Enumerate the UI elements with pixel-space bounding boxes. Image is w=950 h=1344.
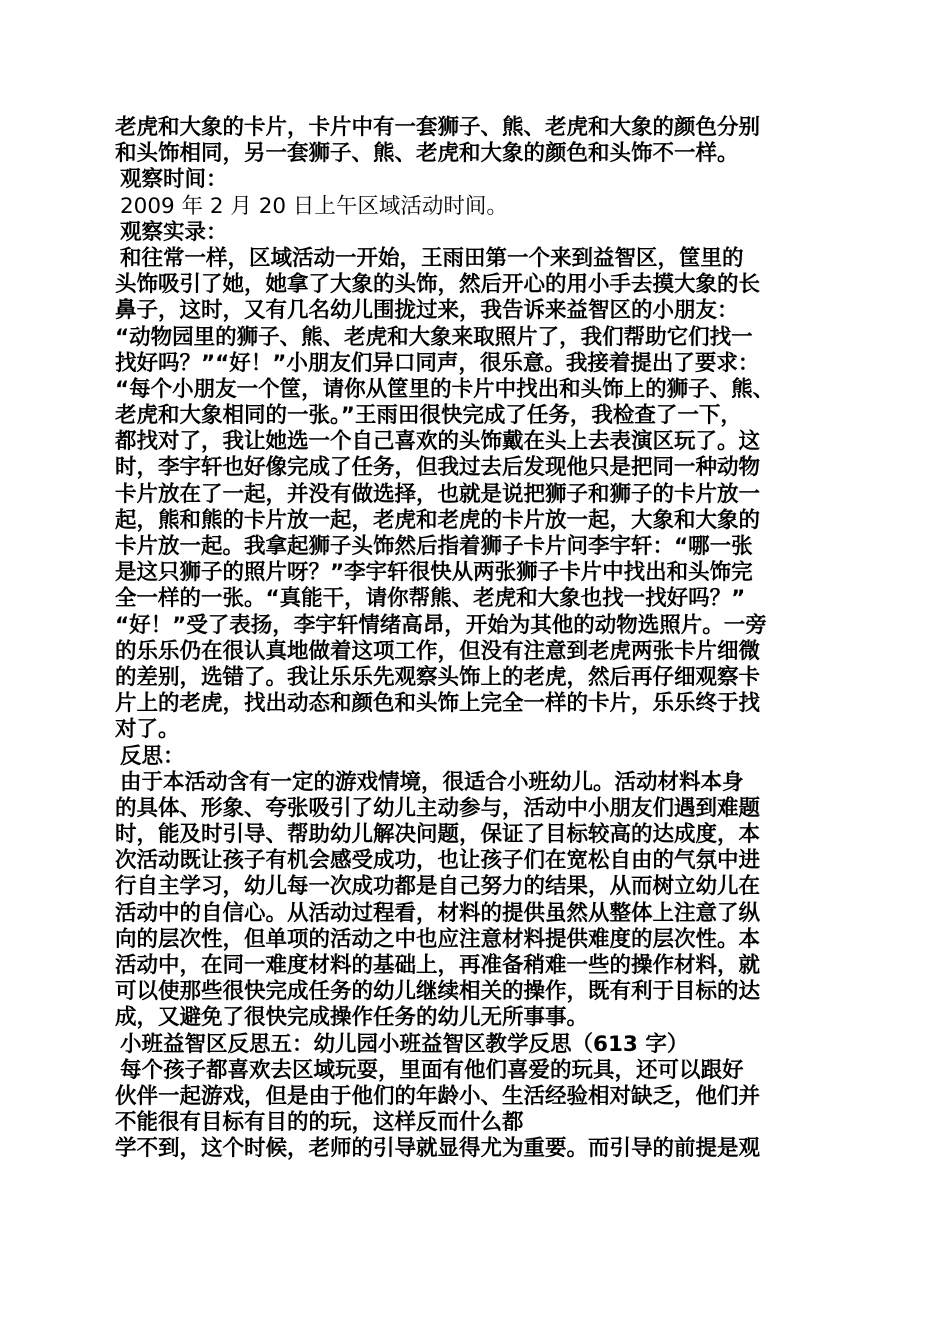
- text-line: 都找对了，我让她选一个自己喜欢的头饰戴在头上去表演区玩了。这: [115, 429, 761, 455]
- text-line: “动物园里的狮子、熊、老虎和大象来取照片了，我们帮助它们找一: [115, 324, 753, 350]
- text-line: 卡片放一起。我拿起狮子头饰然后指着狮子卡片问李宇轩：“哪一张: [115, 534, 753, 559]
- text-line: 向的层次性，但单项的活动之中也应注意材料提供难度的层次性。本: [115, 926, 761, 952]
- text-line: 起，熊和熊的卡片放一起，老虎和老虎的卡片放一起，大象和大象的: [115, 507, 761, 533]
- heading-observation-record: 观察实录：: [120, 219, 228, 245]
- text-line: 次活动既让孩子有机会感受成功，也让孩子们在宽松自由的气氛中进: [115, 848, 761, 874]
- heading-reflection: 反思：: [120, 743, 185, 769]
- text-line: 找好吗？”“好！”小朋友们异口同声，很乐意。我接着提出了要求：: [115, 350, 760, 376]
- text-line: 和头饰相同，另一套狮子、熊、老虎和大象的颜色和头饰不一样。: [115, 141, 739, 167]
- text-line: 每个孩子都喜欢去区域玩耍，里面有他们喜爱的玩具，还可以跟好: [120, 1057, 744, 1083]
- text-line: 成，又避免了很快完成操作任务的幼儿无所事事。: [115, 1005, 589, 1031]
- text-line: 可以使那些很快完成任务的幼儿继续相关的操作，既有利于目标的达: [115, 979, 761, 1005]
- text-line: 全一样的一张。“真能干，请你帮熊、老虎和大象也找一找好吗？”: [115, 586, 746, 612]
- text-line: 是这只狮子的照片呀？”李宇轩很快从两张狮子卡片中找出和头饰完: [115, 560, 753, 586]
- text-line: 伙伴一起游戏，但是由于他们的年龄小、生活经验相对缺乏，他们并: [115, 1083, 761, 1109]
- text-line: 的差别，选错了。我让乐乐先观察头饰上的老虎，然后再仔细观察卡: [115, 664, 761, 690]
- text-line: 活动中的自信心。从活动过程看，材料的提供虽然从整体上注意了纵: [115, 900, 761, 926]
- text-line: 行自主学习，幼儿每一次成功都是自己努力的结果，从而树立幼儿在: [115, 874, 761, 900]
- text-line: 由于本活动含有一定的游戏情境，很适合小班幼儿。活动材料本身: [120, 769, 744, 795]
- text-line: 学不到，这个时候，老师的引导就显得尤为重要。而引导的前提是观: [115, 1136, 761, 1162]
- text-line: 不能很有目标有目的的玩，这样反而什么都: [115, 1110, 524, 1136]
- text-line: “每个小朋友一个筐，请你从筐里的卡片中找出和头饰上的狮子、熊、: [115, 376, 775, 402]
- text-line: “好！”受了表扬，李宇轩情绪高昂，开始为其他的动物选照片。一旁: [115, 612, 767, 638]
- text-line: 对了。: [115, 717, 180, 743]
- text-line: 活动中，在同一难度材料的基础上，再准备稍难一些的操作材料，就: [115, 953, 761, 978]
- text-line: 时，李宇轩也好像完成了任务，但我过去后发现他只是把同一种动物: [115, 455, 761, 481]
- text-line: 时，能及时引导、帮助幼儿解决问题，保证了目标较高的达成度，本: [115, 822, 761, 848]
- text-line: 的具体、形象、夸张吸引了幼儿主动参与，活动中小朋友们遇到难题: [115, 795, 761, 821]
- text-line: 片上的老虎，找出动态和颜色和头饰上完全一样的卡片，乐乐终于找: [115, 691, 761, 717]
- document-page: [115, 115, 840, 1163]
- text-line: 老虎和大象的卡片，卡片中有一套狮子、熊、老虎和大象的颜色分别: [115, 115, 761, 140]
- text-line: 和往常一样，区域活动一开始，王雨田第一个来到益智区，筐里的: [120, 245, 744, 271]
- observation-time-text: 2009 年 2 月 20 日上午区域活动时间。: [120, 193, 508, 219]
- text-line: 卡片放在了一起，并没有做选择，也就是说把狮子和狮子的卡片放一: [115, 481, 761, 507]
- text-line: 鼻子，这时，又有几名幼儿围拢过来，我告诉来益智区的小朋友：: [115, 298, 739, 324]
- text-line: 的乐乐仍在很认真地做着这项工作，但没有注意到老虎两张卡片细微: [115, 638, 761, 664]
- text-line: 老虎和大象相同的一张。”王雨田很快完成了任务，我检查了一下，: [115, 403, 742, 429]
- heading-section-five: 小班益智区反思五：幼儿园小班益智区教学反思（613 字）: [120, 1031, 689, 1057]
- text-line: 头饰吸引了她，她拿了大象的头饰，然后开心的用小手去摸大象的长: [115, 272, 761, 298]
- heading-observation-time: 观察时间：: [120, 167, 228, 193]
